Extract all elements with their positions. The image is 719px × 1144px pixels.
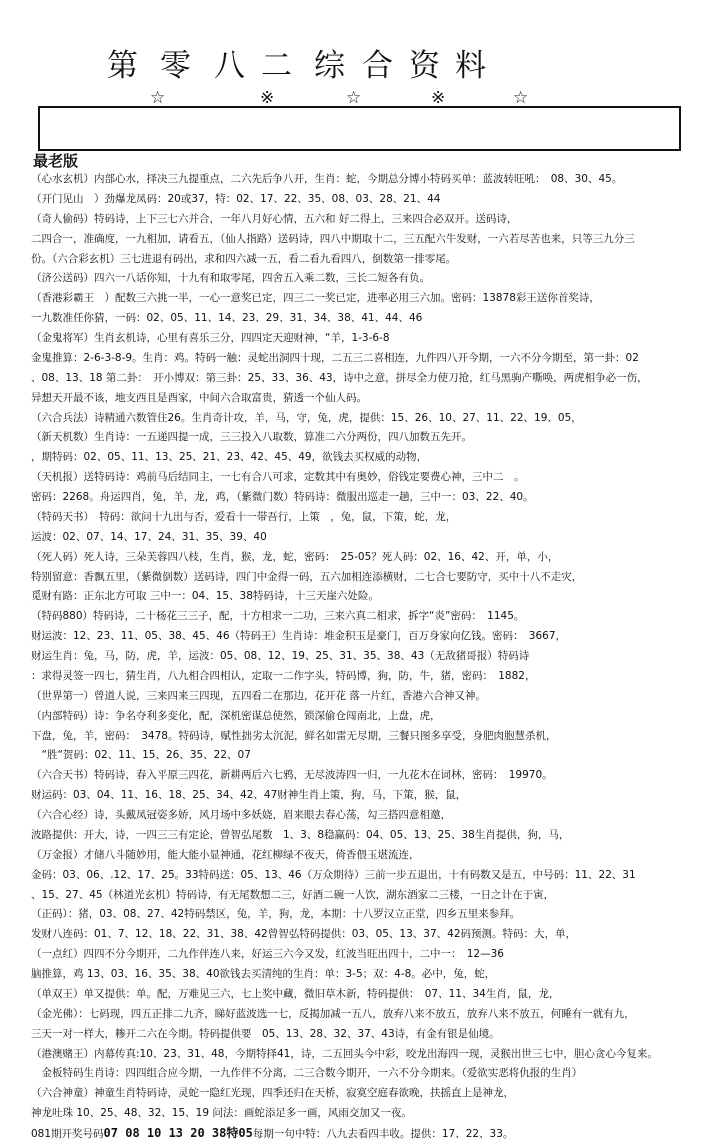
text-line: 发财八连码：01、7、12、18、22、31、38、42曾智弘特码提供：03、05、13、37、42码预测。特码：大，单， xyxy=(31,928,577,941)
text-line: （金光佛）：七码现，四五正排二九齐，睇好蓝波选一七，反揭加减一五八，放弃八来不放五，放弃八来不放五，何睡有一就有九， xyxy=(31,1007,635,1020)
text-line: 财运波：12、23、11、05、38、45、46（特码王）生肖诗：堆金积玉是豪门，百万身家向亿钱。密码： 3667， xyxy=(31,630,566,643)
blank-banner-box xyxy=(38,106,681,151)
text-line: 觅财有路：正东北方可取 三中一：04、15、38特码诗，十三天崖六处险。 xyxy=(31,590,379,603)
asterism-icon: ※ xyxy=(260,88,275,108)
text-line: 二四合一，准确度，一九相加，请看五，（仙人指路）送码诗，四八中期取十二，三五配六牛发财，一六若尽苦也来，只等三九分三 xyxy=(31,232,635,245)
text-line: （世界第一）曾道人说，三来四来三四现，五四看二在那边，花开花 落一片红，香港六合神又神。 xyxy=(31,689,486,702)
text-line: （金鬼将军）生肖玄机诗，心里有喜乐三分，四四定天迎财神，“羊，1-3-6-8 xyxy=(31,332,390,344)
text-line: 金码：03、06、.12、17、25。33特码送：05、13、46（万众期待）三前一步五退出，十有码数又是五，中号码：11、22、31 xyxy=(31,868,636,881)
text-line: （济公送码）四六一八话你知，十九有和取零尾，四舍五入乘二数，三长二短各有负。 xyxy=(31,272,430,285)
text-line: 下盘，兔，羊，密码： 3478。特码诗，赋性拙劣太沉泥，鲜名如雷无尽期，三餐只图多享受，身肥肉胞慧杀机， xyxy=(31,729,557,742)
title-char: 八 xyxy=(214,48,245,84)
title-char: 料 xyxy=(455,48,486,84)
text-line: 份。（六合彩玄机）三七进退有码出，求和四六减一五，看二看九看四八，倒数第一排零尾。 xyxy=(31,252,457,265)
footer-line xyxy=(31,1124,701,1144)
text-line: 财运码：03、04、11、16、18、25、34、42、47财神生肖上策，狗，马，下策，猴，鼠， xyxy=(31,789,467,802)
text-line: 波路提供：开大，诗，一四三三有定论，曾智弘尾数 1、3、8稳赢码：04、05、13、25、38生肖提供，狗，马， xyxy=(31,828,570,841)
text-line: （心水玄机）内部心水，择决三九提重点，二六先后争八开，生肖：蛇，今期总分博小特码买单：蓝波转旺吼： 08、30、45。 xyxy=(31,173,623,185)
title-char: 二 xyxy=(261,48,292,84)
text-line: （正码）：猪，03、08、27、42特码禁区，兔，羊，狗，龙，本期：十八罗汉立正堂，四乡五里来参拜。 xyxy=(31,908,521,921)
text-line: （六合心经）诗，头戴凤冠姿多娇，风月场中多妖娆，眉来眼去春心荡，勾三搭四意相邀， xyxy=(31,809,451,821)
text-line: （万金报）才储八斗随妙用，能大能小显神通，花红柳绿不夜天，倚香偎玉堪流连， xyxy=(31,848,420,861)
title-char: 综 xyxy=(314,48,345,84)
text-line: 三天一对一样大，糁开二六在今期。特码提供要 05、13、28、32、37、43诗，有金有银是仙境。 xyxy=(31,1027,500,1040)
draw-numbers: 07 08 10 13 20 38 xyxy=(103,1126,227,1140)
text-line: （死人码）死人诗，三朵芙蓉四八枝，生肖，猴，龙，蛇，密码： 25-05？死人码：02、16、42、开，单，小， xyxy=(31,550,559,563)
text-line: （开门见山 ）劲爆龙凤码：20或37，特：02、17、22、35、08、03、28、21、44 xyxy=(31,192,441,205)
text-line: 神龙吐珠 10、25、48、32、15、19 问法：画蛇添足多一画，风雨交加又一夜。 xyxy=(31,1107,412,1120)
title-char: 零 xyxy=(160,48,191,84)
special-number: 特05 xyxy=(226,1126,253,1140)
text-line: （特码880）特码诗，二十杨花三三子，配，十方相求一二功，三来六真二相求，拆字“炎”密码： 1145。 xyxy=(31,610,525,623)
star-icon: ☆ xyxy=(513,88,529,108)
text-line: （内部特码）诗：争名夺利多变化，配，深机密谋总使然，锁深偷仓闯南北，上盘，虎， xyxy=(31,709,441,722)
text-line: ：求得灵签一四七，猜生肖，八九相合四相认，定取一二作字头，特码博，狗，防，牛，猪，密码： 1882， xyxy=(31,669,536,682)
text-line: 特别留意：香飘五里，（紫微倒数）送码诗，四门中金得一码，五六加相连添横财，二七合七要防守，买中十八不走灾， xyxy=(31,570,583,583)
text-line: 异想天开最不该，地支西且是酉家，中间六合取富贵，猜透一个仙人码。 xyxy=(31,391,367,404)
footer-prefix: 081期开奖号码 xyxy=(31,1128,104,1140)
text-line: （特码天书） 特码：欲问十九出与否，爱看十一带吾行，上策 ，兔，鼠，下策，蛇，龙， xyxy=(31,510,457,523)
asterism-icon: ※ xyxy=(431,88,446,108)
text-line: （一点红）四四不分今期开，二九作伴连八来，好运三六今又发，红波当旺出四十，二中一： 12—36 xyxy=(31,948,504,961)
text-line: 一九数准任你猜，一码：02、05、11、14、23、29、31、34、38、41、44、46 xyxy=(31,312,423,325)
text-line: 财运生肖：兔，马，防，虎，羊，运波：05、08、12、19、25、31、35、38、43（无敌猪哥报）特码诗 xyxy=(31,650,530,662)
text-line: （天机报）送特码诗：鸡前马后结同主，一七有合八可求，定数其中有奥妙，俗钱定要费心神，三中二 。 xyxy=(31,471,525,484)
star-icon: ☆ xyxy=(150,88,166,108)
text-line: 运波：02、07、14、17、24、31、35、39、40 xyxy=(31,530,267,543)
text-line: （六合兵法）诗精通六数管住26。生肖奇计攻，羊，马，守，兔，虎，提供：15、26、10、27、11、22、19、05， xyxy=(31,411,582,424)
text-line: “胜“贺码：02、11、15、26、35、22、07 xyxy=(31,749,251,762)
text-line: 脑推算，鸡 13、03、16、35、38、40欲钱去买清纯的生肖：单：3-5；双：4-8。必中，兔，蛇， xyxy=(31,968,496,980)
text-line: （单双王）单又提供：单。配，万难见三六，七上奖中藏，微旧草木新，特码提供： 07、11、34生肖，鼠，龙， xyxy=(31,987,560,1000)
text-line: （香港彩霸王 ）配数三六挑一半，一心一意奖已定，四三二一奖已定，进率必用三六加。密码：13878彩王送你首奖诗， xyxy=(31,292,600,305)
text-line: 金板特码生肖诗：四四组合应今期，一九作伴不分离，二三合数今期开，一六不分今期来。（爱欲实恶将仇报的生肖） xyxy=(31,1067,583,1080)
content-body xyxy=(31,170,701,1144)
text-line: （奇人偷码）特码诗，上下三七六并合，一年八月好心情，五六和 好二得上，三来四合必双开。送码诗， xyxy=(31,212,518,225)
title-char: 合 xyxy=(362,48,393,84)
text-line: （新天机数）生肖诗：一五递四提一成，三三投入八取数，算准二六分两份，四八加数五先开。 xyxy=(31,431,472,444)
text-line: 、08、13、18 第二卦： 开小博双：第三卦：25、33、36、43，诗中之意，拼尽全力使刀抢，红马黑驹产嘶唤，两虎相争必一伤， xyxy=(31,371,648,384)
text-line: （六合神童）神童生肖特码诗，灵蛇一隐红光现，四季还归在天桥，寂寞空庭春欲晚，扶摇直上是神龙， xyxy=(31,1087,514,1100)
text-line: （六合天书）特码诗，春入平原三四花，新耕两后六七鸦，无尽波涛四一归，一九花木在词林，密码： 19970。 xyxy=(31,769,553,782)
footer-suffix: 每期一句中特：八九去看四丰收。提供：17、22、33。 xyxy=(252,1128,514,1140)
text-line: 金鬼推算：2-6-3-8-9。生肖：鸡。特码一触：灵蛇出洞四十现，二五三二喜相连，九件四八开今期，一六不分今期至，第一卦：02 xyxy=(31,351,639,364)
text-line: （港澳赌王）内幕传真:10、23、31、48，今期特择41，诗，二五回头今中彩，咬龙出海四一现，灵猴出世三七中，胆心贪心今复来。 xyxy=(31,1047,658,1060)
title-char: 第 xyxy=(107,48,138,84)
star-icon: ☆ xyxy=(346,88,362,108)
text-line: ，期特码：02、05、11、13、25、21、23、42、45、49，欲钱去买权威的动物， xyxy=(31,451,428,464)
title-char: 资 xyxy=(409,48,440,84)
section-header: 最老版 xyxy=(33,152,79,170)
text-line: 密码：2268。舟运四肖，兔，羊，龙，鸡，（紫微门数）特码诗：微服出巡走一趟，三中一：03、22、40。 xyxy=(31,491,534,503)
text-line: 、15、27、45（林道光玄机）特码诗，有无尾数想二三，好酒二碗一人饮，湖东酒家二三楼，一日之计在于寅， xyxy=(31,888,555,901)
